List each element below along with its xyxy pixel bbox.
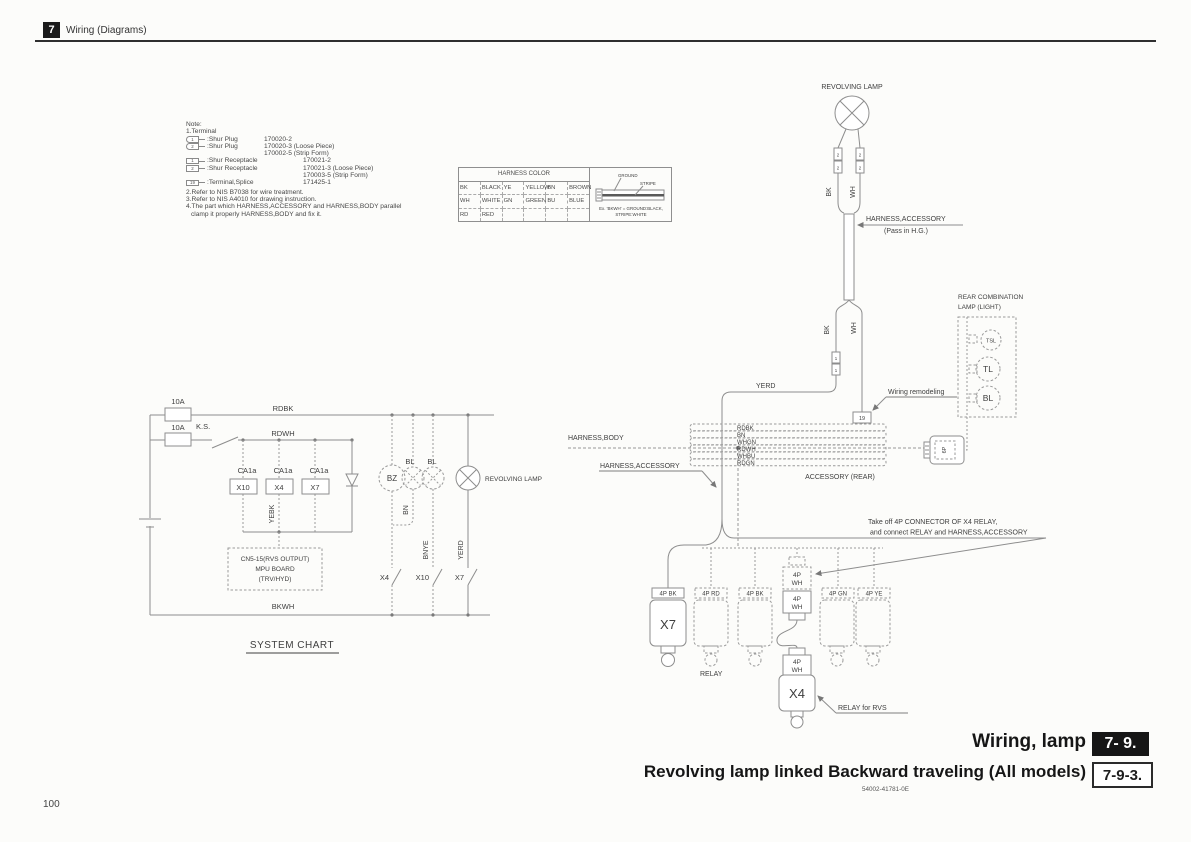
contact-x4-label: X4 <box>379 573 389 582</box>
remodeling-leader <box>873 397 886 410</box>
accessory-wire-leader <box>722 519 1046 574</box>
ca1a-label: CA1a <box>237 466 257 475</box>
svg-text:CN5-15(RVS OUTPUT): CN5-15(RVS OUTPUT) <box>240 556 310 563</box>
svg-text:RDGN: RDGN <box>737 461 755 467</box>
relay-contact-blades <box>392 569 477 585</box>
accessory-wire-to-x7 <box>668 519 722 588</box>
stripe-label: STRIPE <box>640 181 656 186</box>
terminal-row: 1 :Shur Plug 170020-2 <box>186 136 496 143</box>
svg-text:WHBU: WHBU <box>737 454 756 460</box>
yebk-label: YEBK <box>269 504 276 524</box>
relay-ghost <box>738 600 772 646</box>
yerd-label: YERD <box>458 540 465 560</box>
bkwh-label: BKWH <box>271 602 295 611</box>
svg-text:LAMP (LIGHT): LAMP (LIGHT) <box>958 304 1001 311</box>
fuse-2-label: 10A <box>171 423 185 432</box>
terminal-row: 2 :Shur Plug 170020-3 (Loose Piece) <box>186 143 496 150</box>
section-code-badge: 7- 9. <box>1092 732 1149 756</box>
rvs-leader <box>818 696 836 713</box>
svg-text:1: 1 <box>834 356 838 361</box>
document-code: 54002-41781-0E <box>862 786 909 793</box>
connector-6p <box>924 436 964 464</box>
svg-text:X4: X4 <box>789 686 805 701</box>
terminal-row: 19 :Terminal,Splice 171425-1 <box>186 179 496 186</box>
svg-text:2: 2 <box>858 152 862 158</box>
plug-symbol: 2 <box>186 143 199 149</box>
svg-text:WH: WH <box>791 667 803 674</box>
note-item-terminal: 1.Terminal <box>186 128 217 136</box>
svg-text:TL: TL <box>983 364 993 374</box>
rdwh-label: RDWH <box>271 429 295 438</box>
svg-text:BN: BN <box>737 433 746 439</box>
svg-text:RDWH: RDWH <box>737 447 756 453</box>
relay-ghost <box>694 600 728 646</box>
contact-x7-label: X7 <box>454 573 464 582</box>
svg-text:4P YE: 4P YE <box>865 591 883 598</box>
yerd-wire-label: YERD <box>756 383 776 390</box>
diode-symbol <box>346 474 358 486</box>
subsection-title: Revolving lamp linked Backward traveling (All models) <box>643 762 1086 781</box>
svg-text:RDBK: RDBK <box>737 426 754 432</box>
wh-wire-label: WH <box>850 186 857 198</box>
note-item-4: 4.The part which HARNESS,ACCESSORY and HARNESS,BODY parallel <box>186 203 402 211</box>
ca1a-label: CA1a <box>309 466 329 475</box>
system-chart-title: SYSTEM CHART <box>249 640 335 651</box>
svg-text:4P GN: 4P GN <box>829 591 847 598</box>
subsection-code-box: 7-9-3. <box>1092 762 1153 788</box>
wh-jumper-wire <box>777 620 797 648</box>
svg-text:(TRV/HYD): (TRV/HYD) <box>258 576 292 583</box>
svg-text:MPU BOARD: MPU BOARD <box>255 566 295 573</box>
bk-wire-label: BK <box>824 325 831 335</box>
terminal-row: 2 :Shur Receptacle 170021-3 (Loose Piece) <box>186 165 496 172</box>
contact-x10-label: X10 <box>415 573 429 582</box>
chapter-title: Wiring (Diagrams) <box>66 25 147 36</box>
bl-label: BL <box>405 457 415 466</box>
note-item-3: 3.Refer to NIS A4010 for drawing instruction. <box>186 195 317 203</box>
terminal-row: 1 :Shur Receptacle 170021-2 <box>186 158 496 165</box>
terminal-part-continued: 170002-5 (Strip Form) <box>264 150 329 158</box>
receptacle-symbol: 2 <box>186 165 199 171</box>
svg-text:X4: X4 <box>274 483 284 492</box>
relay-ghost <box>820 600 854 646</box>
section-title: Wiring, lamp <box>972 731 1086 752</box>
accessory-rear-label: ACCESSORY (REAR) <box>805 474 875 481</box>
takeoff-note: Take off 4P CONNECTOR OF X4 RELAY, <box>868 519 998 526</box>
svg-text:and connect RELAY and HARNESS,: and connect RELAY and HARNESS,ACCESSORY <box>870 529 1028 537</box>
harness-accessory-sleeve <box>844 214 854 300</box>
chapter-number-badge: 7 <box>43 22 60 38</box>
svg-text:TSL: TSL <box>985 338 997 345</box>
wh-wire-label: WH <box>851 322 858 334</box>
bn-label: BN <box>403 505 410 515</box>
battery-symbol <box>139 519 161 527</box>
note-item-4b: clamp it properly HARNESS,BODY and fix it. <box>191 210 322 218</box>
wire-example-text: Ex. 'BKWH' = GROUND:BLACK, <box>599 206 663 211</box>
bnye-label: BNYE <box>423 540 430 560</box>
svg-text:4P: 4P <box>793 596 801 603</box>
svg-text:4P RD: 4P RD <box>702 591 720 598</box>
receptacle-symbol: 1 <box>186 158 199 164</box>
accessory-rear-bundle <box>690 424 886 467</box>
fuse-1-label: 10A <box>171 397 185 406</box>
ks-switch-blade <box>212 437 238 448</box>
relay-ghost <box>856 600 890 646</box>
relay-row <box>650 588 890 667</box>
wh-connector-column <box>777 557 815 728</box>
harness-accessory-label-2: HARNESS,ACCESSORY <box>600 463 680 470</box>
bk-wire-label: BK <box>826 187 833 197</box>
wiring-remodeling-label: Wiring remodeling <box>888 389 945 396</box>
harness-accessory-callout: HARNESS,ACCESSORY <box>866 216 946 223</box>
note-title: Note: <box>186 121 202 128</box>
revolving-lamp-label: REVOLVING LAMP <box>485 476 542 483</box>
splice-symbol: 19 <box>186 180 199 186</box>
harness-color-title: HARNESS COLOR <box>459 168 590 182</box>
ks-switch-label: K.S. <box>196 422 211 431</box>
svg-text:4P: 4P <box>793 659 801 666</box>
svg-text:19: 19 <box>858 416 866 422</box>
harness-diagram <box>568 84 1046 728</box>
page-number: 100 <box>43 799 60 810</box>
svg-text:WH: WH <box>791 580 803 587</box>
svg-text:2: 2 <box>858 165 862 171</box>
svg-text:1: 1 <box>834 368 838 373</box>
plug-symbol: 1 <box>186 136 199 142</box>
revolving-lamp-title: REVOLVING LAMP <box>821 84 883 91</box>
system-chart <box>139 397 542 653</box>
svg-text:4P BK: 4P BK <box>746 591 764 598</box>
note-item-2: 2.Refer to NIS B7038 for wire treatment. <box>186 188 304 196</box>
svg-text:X7: X7 <box>310 483 320 492</box>
pass-in-hg-label: (Pass in H.G.) <box>884 228 928 235</box>
svg-text:6P: 6P <box>942 446 948 454</box>
svg-text:WHGN: WHGN <box>737 440 756 446</box>
svg-text:WH: WH <box>791 604 803 611</box>
wire-example-text2: STRIPE:WHITE <box>615 212 647 217</box>
lamp-bl-2 <box>422 467 444 489</box>
harness-body-label: HARNESS,BODY <box>568 435 624 442</box>
svg-text:2: 2 <box>836 152 840 158</box>
rear-lamp-title: REAR COMBINATION <box>958 294 1024 301</box>
ground-label: GROUND <box>618 173 638 178</box>
relay-for-rvs-label: RELAY for RVS <box>838 705 887 712</box>
svg-text:4P BK: 4P BK <box>659 591 677 598</box>
buzzer-label: BZ <box>386 474 398 483</box>
svg-text:2: 2 <box>836 165 840 171</box>
svg-text:X10: X10 <box>236 483 250 492</box>
relay-label: RELAY <box>700 671 723 678</box>
fuse-2 <box>165 433 191 446</box>
fuse-1 <box>165 408 191 421</box>
ca1a-label: CA1a <box>273 466 293 475</box>
bl-label: BL <box>427 457 437 466</box>
svg-text:X7: X7 <box>660 617 676 632</box>
svg-text:BL: BL <box>982 393 994 403</box>
harness-color-table: HARNESS COLOR BK BLACK YE YELLOW BN BROWN WH WHITE GN GREEN BU BLUE RD RED GROUND STRIPE Ex. 'BKWH' = GROUND:BLACK, STRIPE:WHITE <box>458 167 672 222</box>
svg-text:4P: 4P <box>793 572 801 579</box>
terminal-part-continued: 170003-5 (Strip Form) <box>303 171 368 179</box>
rdbk-label: RDBK <box>272 404 294 413</box>
